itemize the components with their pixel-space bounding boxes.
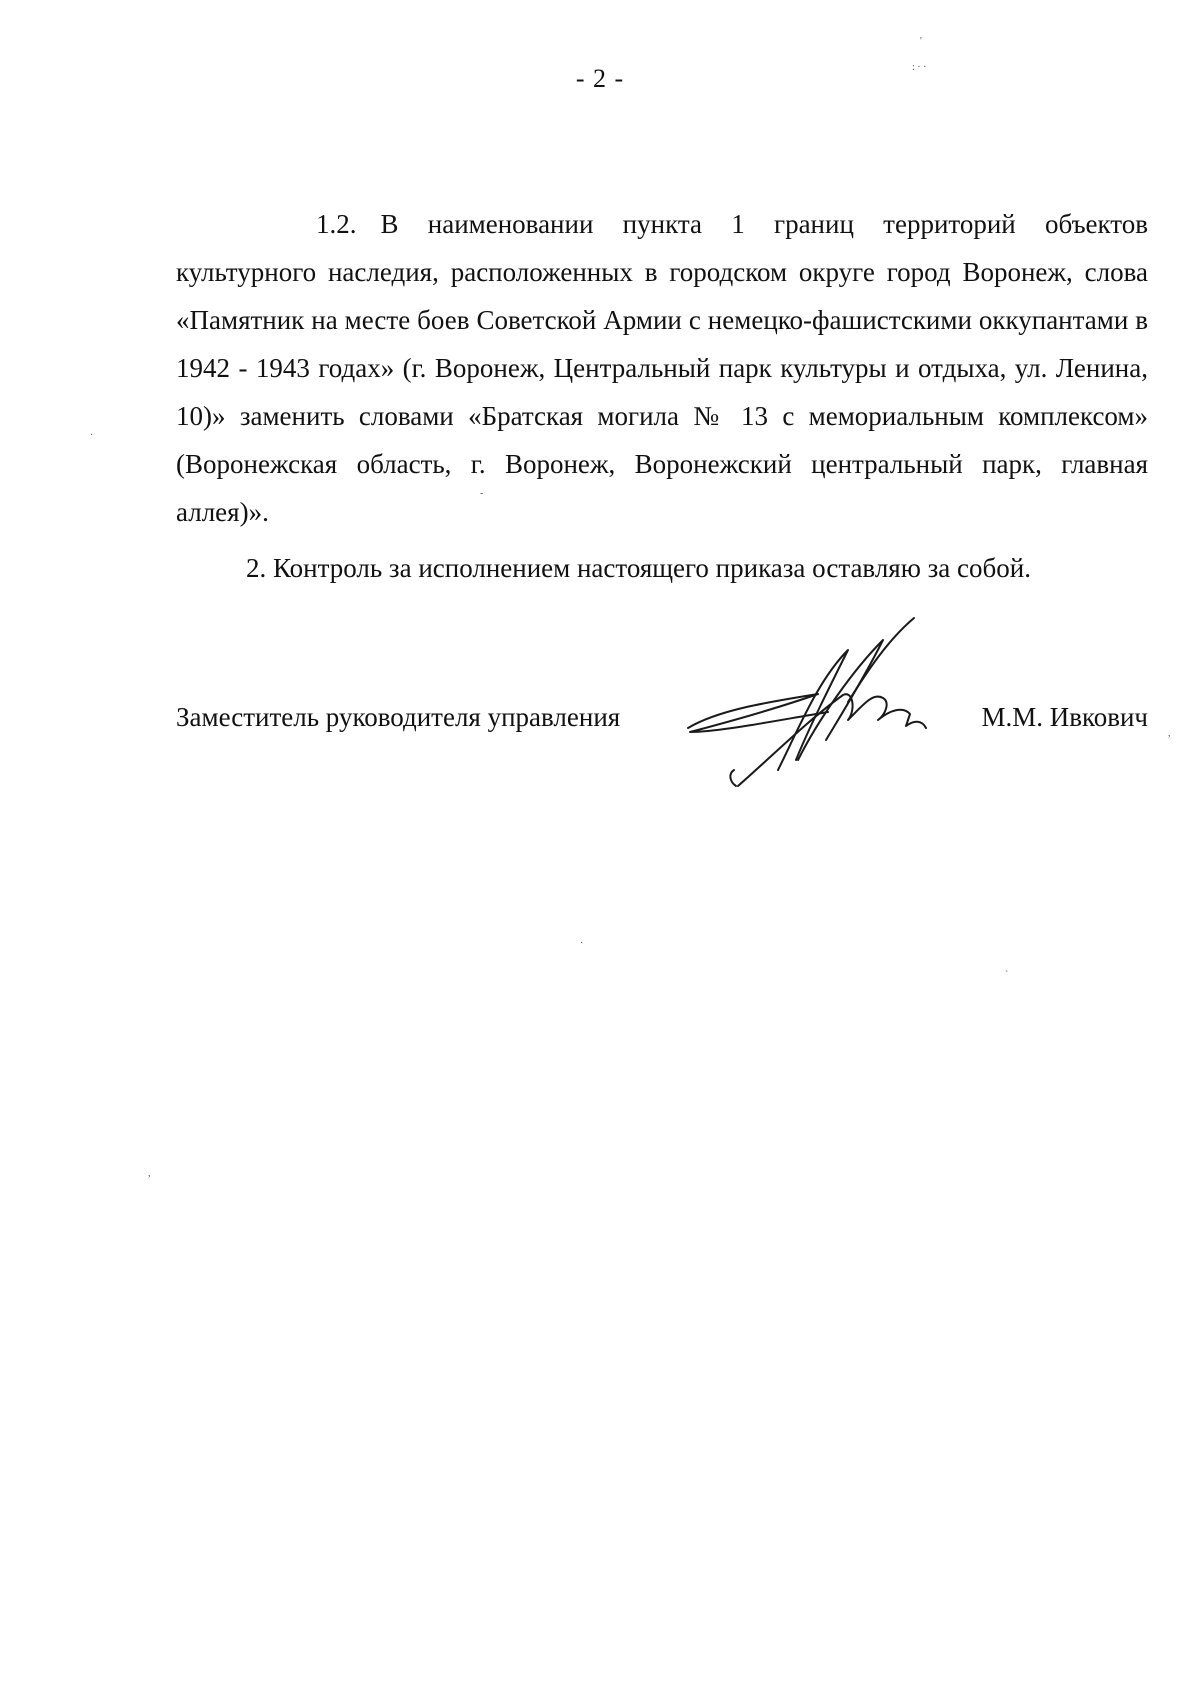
- signer-name: М.М. Ивкович: [981, 702, 1148, 732]
- scan-speck: ,: [1168, 728, 1171, 739]
- paragraph-1-2: [176, 200, 1148, 536]
- paragraph-marker: 1.2.: [316, 209, 357, 239]
- paragraph-text: В наименовании пункта 1 границ территорий объектов культурного наследия, расположенных в городском округе город Воронеж, слова «Памятник на месте боев Советской Армии с немецко-фашистскими оккупантами в 1942 - 1943 годах» (г. Воронеж, Центральный парк культуры и отдыха, ул. Ленина, 10)» заменить словами «Братская могила № 13 с мемориальным комплексом» (Воронежская область, г. Воронеж, Воронежский центральный парк, главная аллея)».: [176, 209, 1148, 527]
- scan-speck: ': [920, 36, 922, 47]
- scan-speck: `: [1005, 970, 1009, 981]
- scan-speck: : · ·: [912, 62, 927, 73]
- paragraph-2: [176, 544, 1148, 592]
- handwritten-signature: [678, 610, 938, 790]
- paragraph-text: 2. Контроль за исполнением настоящего приказа оставляю за собой.: [246, 553, 1031, 583]
- signature-block: [176, 700, 1148, 760]
- document-body: [176, 200, 1148, 592]
- scan-speck: ·: [580, 938, 584, 949]
- page-number: - 2 -: [575, 64, 625, 93]
- signer-title: Заместитель руководителя управления: [176, 702, 621, 732]
- scan-speck: -: [480, 488, 484, 499]
- scan-speck: ,: [148, 1168, 151, 1179]
- scan-speck: ·: [90, 430, 94, 441]
